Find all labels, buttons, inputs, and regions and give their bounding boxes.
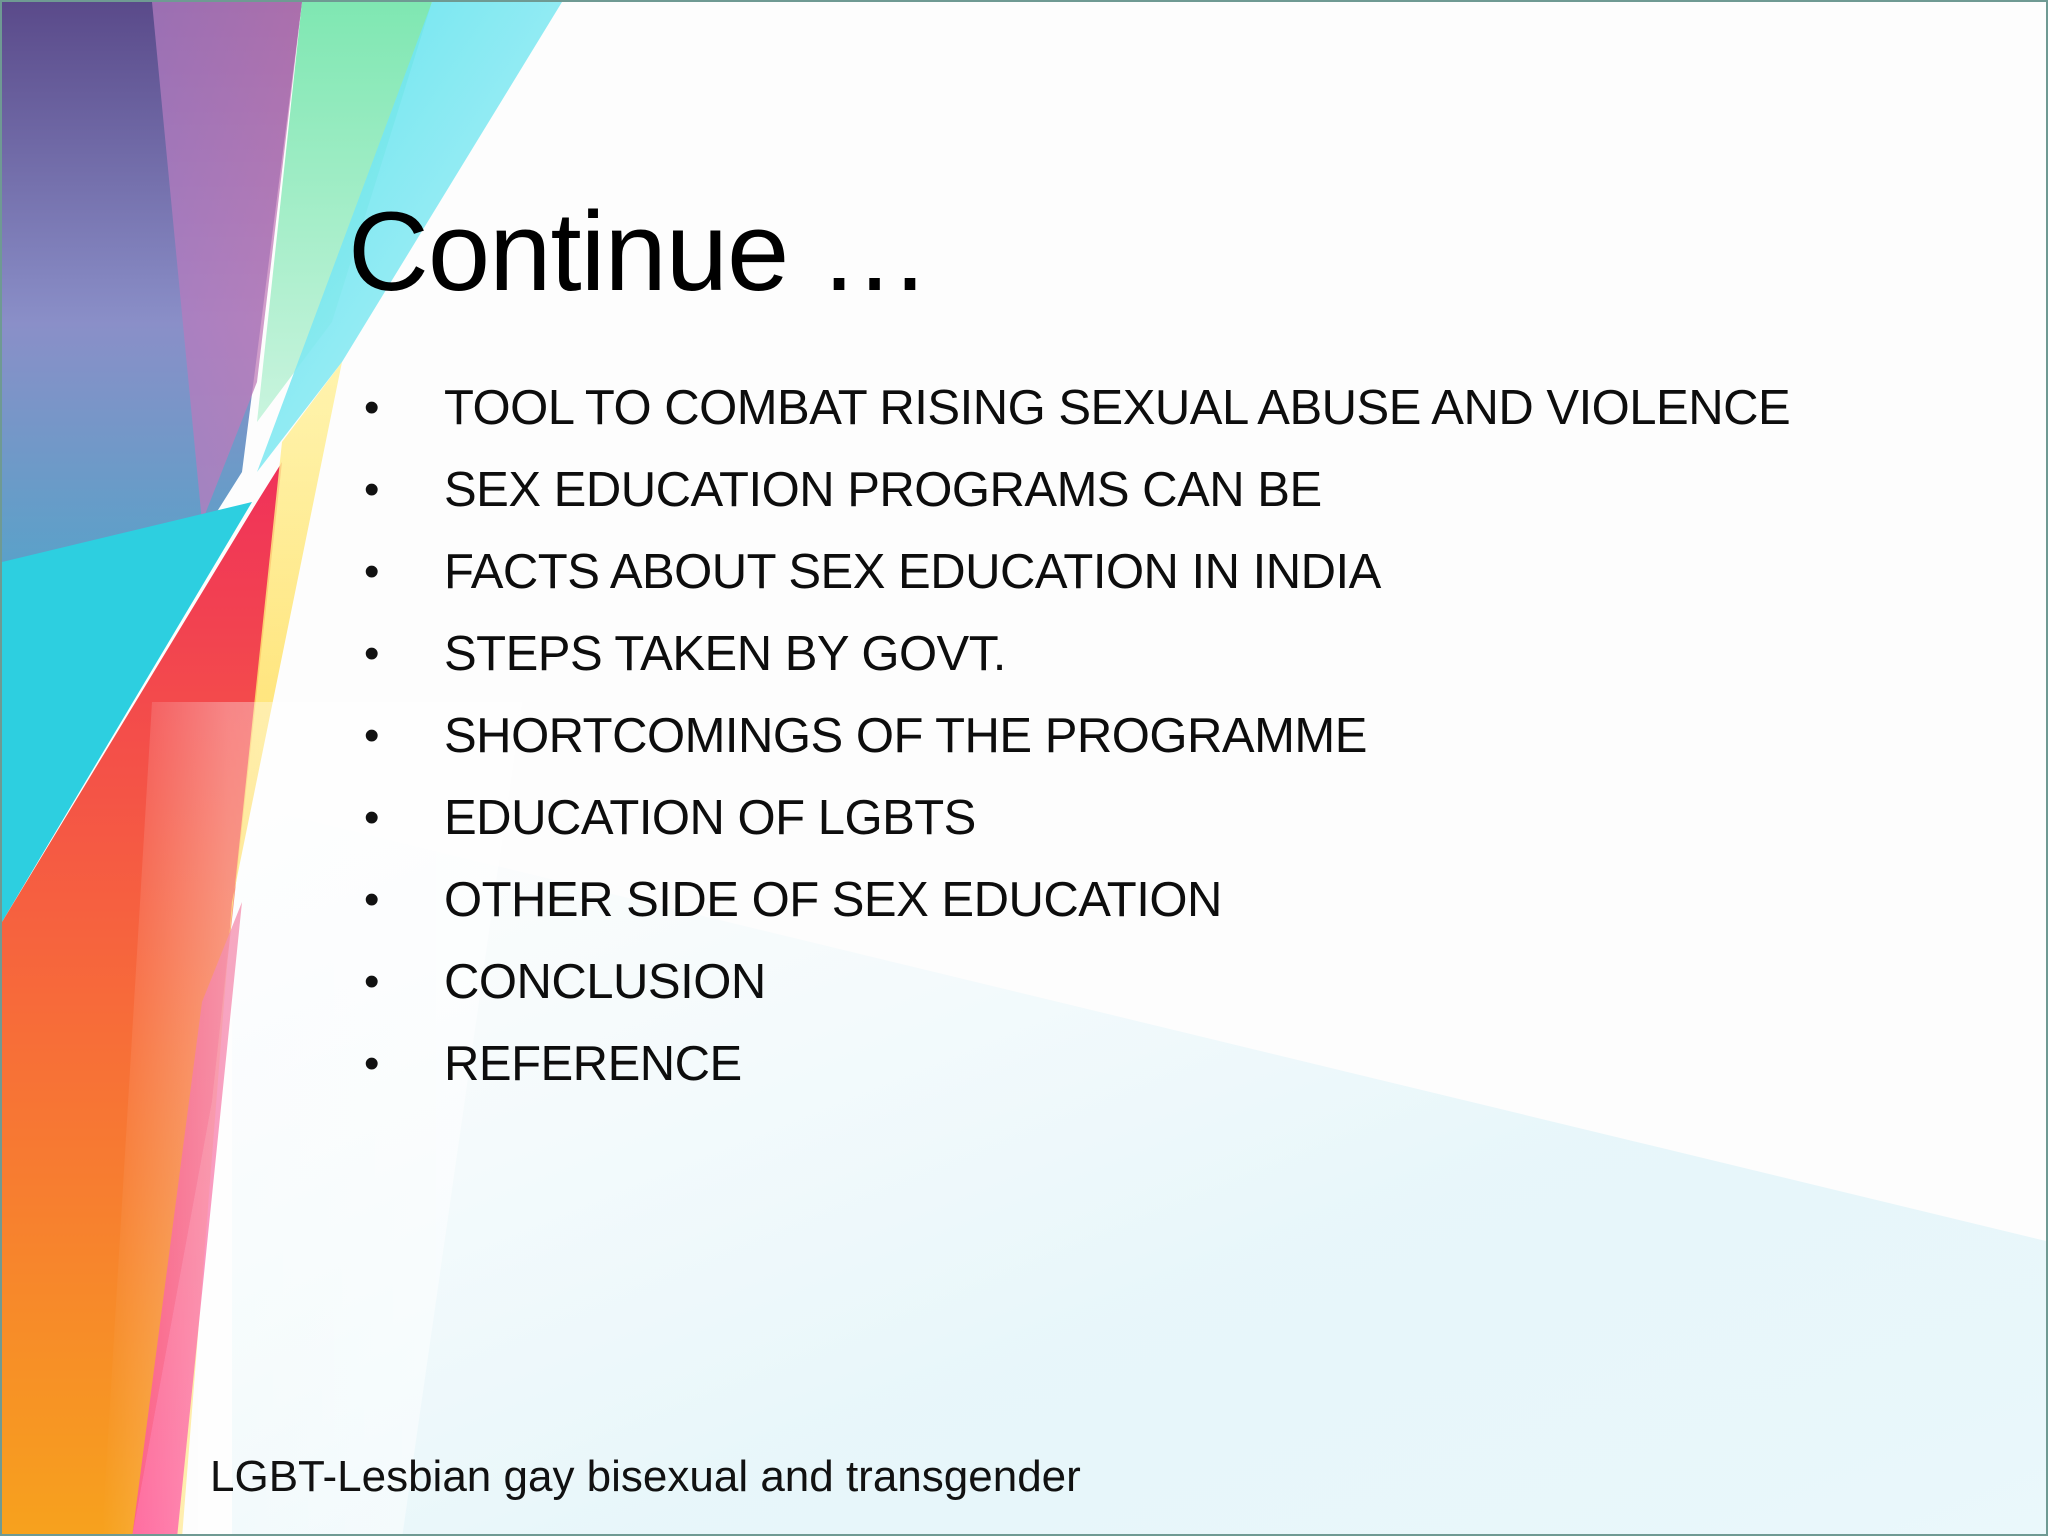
- list-item-text: FACTS ABOUT SEX EDUCATION IN INDIA: [444, 545, 1381, 599]
- bullet-dot-icon: •: [364, 629, 380, 678]
- list-item: [362, 695, 1790, 777]
- bullet-dot-icon: •: [364, 875, 380, 924]
- bullet-dot-icon: •: [364, 383, 380, 432]
- bullet-dot-icon: •: [364, 465, 380, 514]
- list-item: [362, 613, 1790, 695]
- list-item: [362, 449, 1790, 531]
- list-item-text: REFERENCE: [444, 1037, 742, 1091]
- list-item-text: EDUCATION OF LGBTS: [444, 791, 976, 845]
- list-item: [362, 1023, 1790, 1105]
- footer-note: LGBT-Lesbian gay bisexual and transgender: [210, 1452, 1081, 1501]
- bullet-dot-icon: •: [364, 793, 380, 842]
- bullet-dot-icon: •: [364, 547, 380, 596]
- list-item: [362, 859, 1790, 941]
- list-item-text: SEX EDUCATION PROGRAMS CAN BE: [444, 463, 1322, 517]
- bullet-dot-icon: •: [364, 957, 380, 1006]
- list-item-text: SHORTCOMINGS OF THE PROGRAMME: [444, 709, 1367, 763]
- list-item: [362, 367, 1790, 449]
- list-item-text: STEPS TAKEN BY GOVT.: [444, 627, 1006, 681]
- list-item: [362, 531, 1790, 613]
- list-item: [362, 941, 1790, 1023]
- list-item-text: OTHER SIDE OF SEX EDUCATION: [444, 873, 1222, 927]
- slide-title: Continue …: [348, 189, 930, 314]
- list-item-text: TOOL TO COMBAT RISING SEXUAL ABUSE AND VIOLENCE: [444, 381, 1791, 435]
- bullet-list: [362, 367, 1790, 1105]
- bullet-dot-icon: •: [364, 1039, 380, 1088]
- list-item-text: CONCLUSION: [444, 955, 766, 1009]
- bullet-dot-icon: •: [364, 711, 380, 760]
- list-item: [362, 777, 1790, 859]
